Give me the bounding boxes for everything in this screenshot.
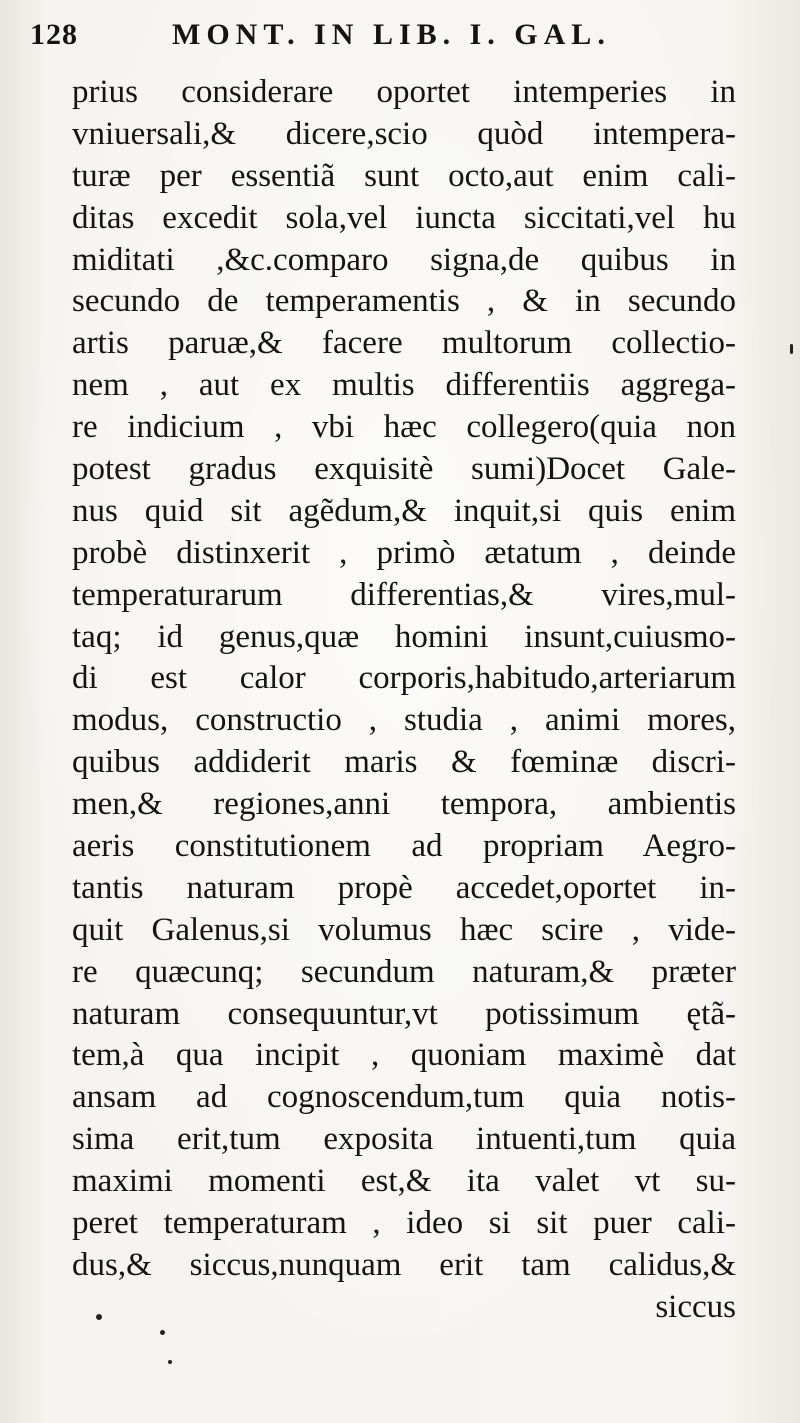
text-line: temperaturarum differentias,& vires,mul-	[72, 576, 736, 613]
text-line: potest gradus exquisitè sumi)Docet Gale-	[72, 451, 736, 488]
running-head-title: MONT. IN LIB. I. GAL.	[172, 18, 611, 51]
text-line: artis paruæ,& facere multorum collectio-	[72, 325, 736, 362]
text-line: tem,à qua incipit , quoniam maximè dat	[72, 1037, 736, 1074]
text-line: secundo de temperamentis , & in secundo	[72, 283, 736, 320]
text-line: ansam ad cognoscendum,tum quia notis-	[72, 1079, 736, 1116]
text-line: turæ per essentiã sunt octo,aut enim cali-	[72, 157, 736, 194]
text-line: nem , aut ex multis differentiis aggrega-	[72, 367, 736, 404]
text-line: ditas excedit sola,vel iuncta siccitati,vel hu	[72, 199, 736, 236]
body-text	[72, 72, 736, 1329]
text-line: dus,& siccus,nunquam erit tam calidus,&	[72, 1246, 736, 1283]
text-line: di est calor corporis,habitudo,arteriarum	[72, 660, 736, 697]
page-number: 128	[30, 18, 78, 51]
running-head	[30, 18, 750, 58]
catchword: siccus	[655, 1288, 736, 1325]
text-line: aeris constitutionem ad propriam Aegro-	[72, 828, 736, 865]
text-line: miditati ,&c.comparo signa,de quibus in	[72, 241, 736, 278]
text-line: maximi momenti est,& ita valet vt su-	[72, 1163, 736, 1200]
text-line: prius considerare oportet intemperies in	[72, 74, 736, 110]
text-line: men,& regiones,anni tempora, ambientis	[72, 786, 736, 823]
text-line: modus, constructio , studia , animi mores,	[72, 702, 736, 739]
text-line: probè distinxerit , primò ætatum , deinde	[72, 534, 736, 571]
text-line: nus quid sit agẽdum,& inquit,si quis enim	[72, 492, 736, 529]
text-line: peret temperaturam , ideo si sit puer cali-	[72, 1205, 736, 1242]
ink-speck	[168, 1360, 172, 1364]
text-line: re quæcunq; secundum naturam,& præter	[72, 953, 736, 990]
ink-speck	[790, 344, 793, 354]
text-line: sima erit,tum exposita intuenti,tum quia	[72, 1121, 736, 1158]
text-line: tantis naturam propè accedet,oportet in-	[72, 869, 736, 906]
text-line: re indicium , vbi hæc collegero(quia non	[72, 409, 736, 446]
text-line: quibus addiderit maris & fœminæ discri-	[72, 744, 736, 781]
text-line: vniuersali,& dicere,scio quòd intempera-	[72, 115, 736, 152]
ink-speck	[96, 1314, 102, 1320]
text-line: quit Galenus,si volumus hæc scire , vide-	[72, 911, 736, 948]
text-line: taq; id genus,quæ homini insunt,cuiusmo-	[72, 618, 736, 655]
ink-speck	[160, 1330, 165, 1335]
text-line: naturam consequuntur,vt potissimum ętã-	[72, 995, 736, 1032]
